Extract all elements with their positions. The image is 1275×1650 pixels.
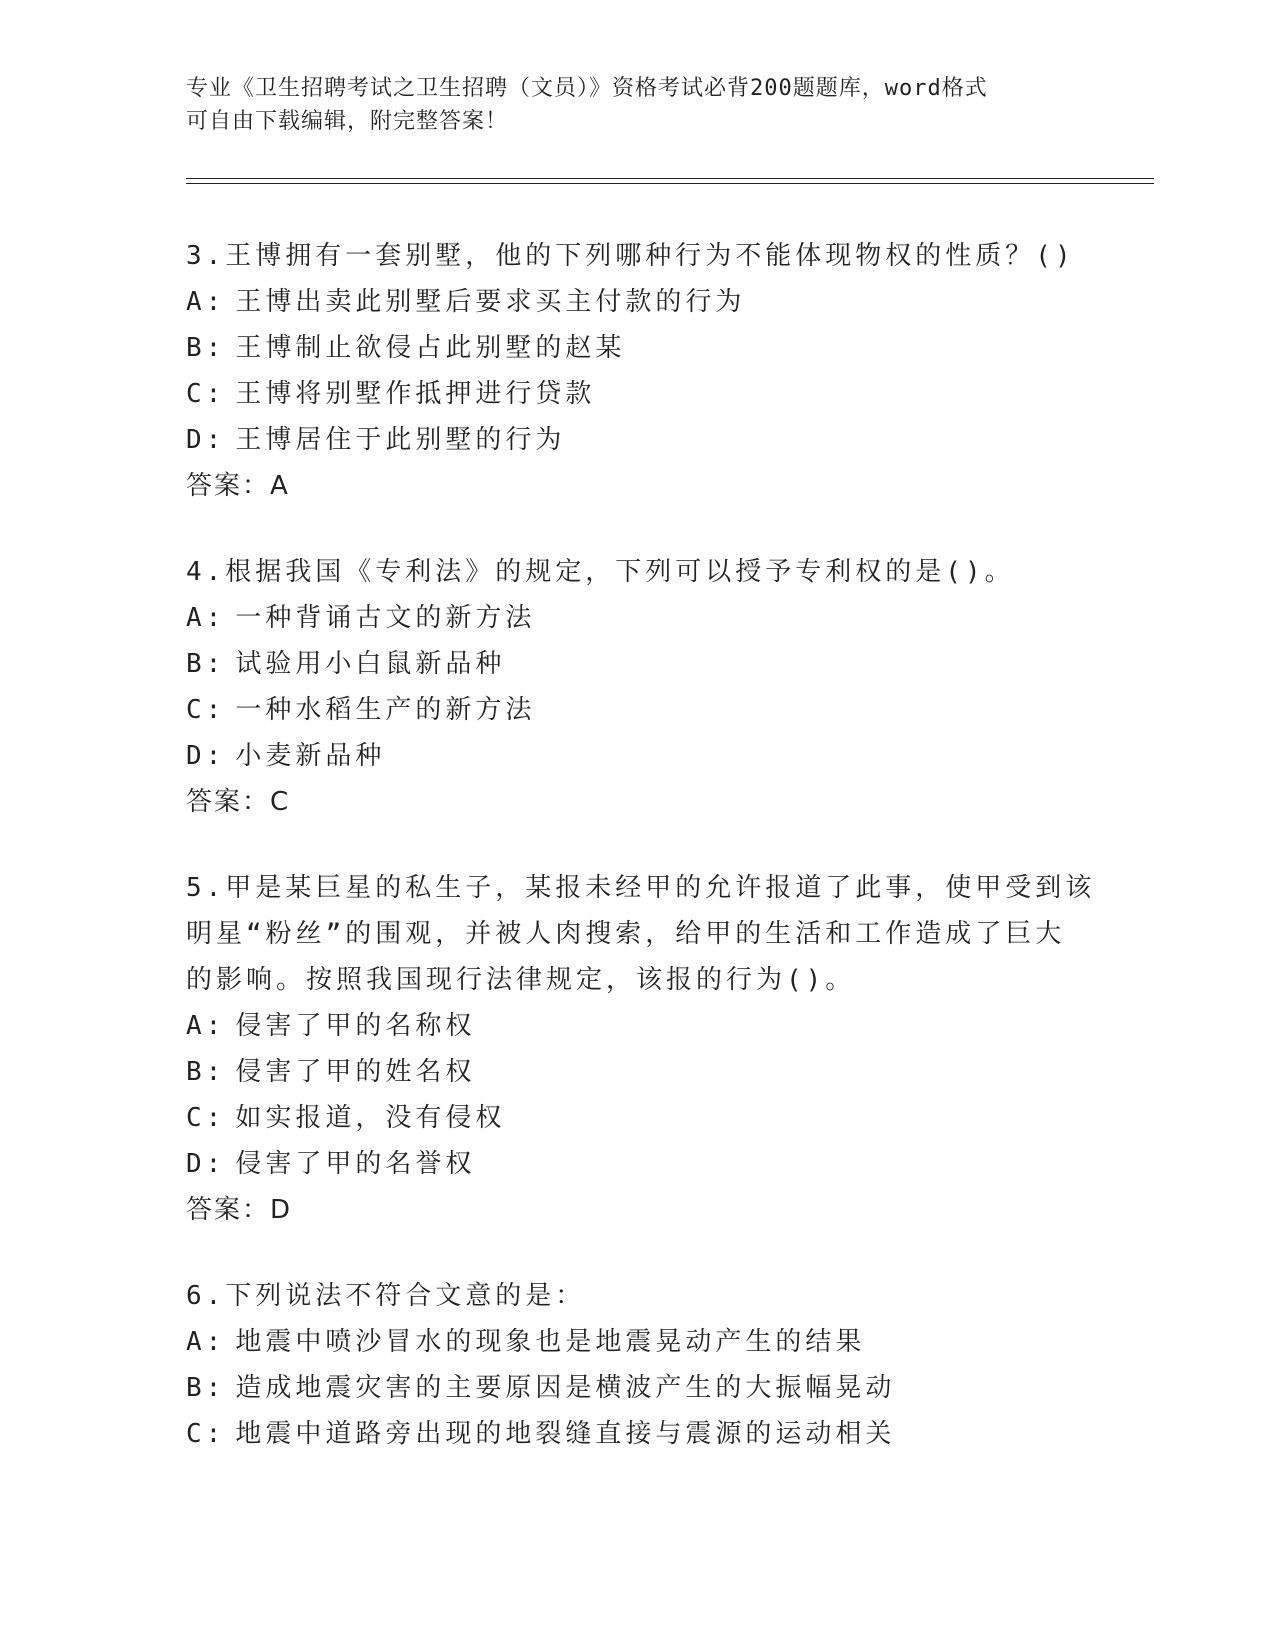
question-stem-line: 6.下列说法不符合文意的是： (186, 1281, 586, 1311)
question-stem (186, 233, 1086, 279)
question-stem (186, 865, 1096, 1003)
document-header (186, 72, 1066, 138)
question-stem-line: 4.根据我国《专利法》的规定，下列可以授予专利权的是()。 (186, 557, 1015, 587)
option-key: C (186, 1419, 206, 1449)
option-key: C (186, 695, 206, 725)
option-separator: : (205, 379, 226, 409)
option-key: A (186, 287, 206, 317)
answer-option-a (186, 595, 1086, 641)
question-block (186, 865, 1096, 1233)
option-text: 如实报道，没有侵权 (235, 1103, 506, 1133)
header-title-line-2: 可自由下载编辑，附完整答案！ (186, 109, 509, 134)
answer-option-b (186, 1049, 1086, 1095)
option-separator: : (205, 1373, 226, 1403)
option-separator: : (205, 1419, 226, 1449)
option-text: 地震中道路旁出现的地裂缝直接与震源的运动相关 (235, 1419, 896, 1449)
option-key: D (186, 741, 206, 771)
option-text: 王博制止欲侵占此别墅的赵某 (235, 333, 626, 363)
option-text: 王博居住于此别墅的行为 (235, 425, 566, 455)
option-key: A (186, 603, 206, 633)
answer-key: 答案：A (186, 471, 290, 501)
option-text: 地震中喷沙冒水的现象也是地震晃动产生的结果 (235, 1327, 866, 1357)
answer-option-d (186, 733, 1086, 779)
option-key: A (186, 1327, 206, 1357)
header-divider-bottom (186, 183, 1154, 184)
option-separator: : (205, 1327, 226, 1357)
option-separator: : (205, 1149, 226, 1179)
option-separator: : (205, 603, 226, 633)
option-key: B (186, 1373, 206, 1403)
question-stem (186, 1273, 1086, 1319)
option-separator: : (205, 1057, 226, 1087)
answer-option-d (186, 1141, 1086, 1187)
header-title-line-1: 专业《卫生招聘考试之卫生招聘（文员）》资格考试必背200题题库，word格式 (186, 76, 988, 101)
question-block (186, 549, 1086, 825)
answer-key: 答案：D (186, 1195, 293, 1225)
answer-option-b (186, 325, 1086, 371)
option-key: B (186, 333, 206, 363)
option-text: 侵害了甲的姓名权 (235, 1057, 476, 1087)
option-key: B (186, 1057, 206, 1087)
answer-option-b (186, 641, 1086, 687)
option-separator: : (205, 287, 226, 317)
option-text: 小麦新品种 (235, 741, 386, 771)
option-separator: : (205, 695, 226, 725)
option-key: D (186, 1149, 206, 1179)
question-block (186, 233, 1086, 509)
question-stem-line: 明星“粉丝”的围观，并被人肉搜索，给甲的生活和工作造成了巨大 (186, 919, 1066, 949)
option-separator: : (205, 1011, 226, 1041)
answer-option-b (186, 1365, 1086, 1411)
option-key: C (186, 1103, 206, 1133)
question-stem (186, 549, 1086, 595)
option-separator: : (205, 1103, 226, 1133)
option-text: 王博出卖此别墅后要求买主付款的行为 (235, 287, 746, 317)
option-text: 侵害了甲的名誉权 (235, 1149, 476, 1179)
option-text: 王博将别墅作抵押进行贷款 (235, 379, 596, 409)
question-block (186, 1273, 1086, 1457)
answer-option-c (186, 1095, 1086, 1141)
answer-option-d (186, 417, 1086, 463)
answer-option-c (186, 687, 1086, 733)
question-stem-line: 3.王博拥有一套别墅，他的下列哪种行为不能体现物权的性质？() (186, 241, 1075, 271)
option-text: 一种水稻生产的新方法 (235, 695, 536, 725)
question-stem-line: 的影响。按照我国现行法律规定，该报的行为()。 (186, 965, 856, 995)
option-separator: : (205, 333, 226, 363)
option-separator: : (205, 649, 226, 679)
option-separator: : (205, 741, 226, 771)
answer-key: 答案：C (186, 787, 291, 817)
answer-option-a (186, 279, 1086, 325)
answer-option-a (186, 1003, 1086, 1049)
option-key: B (186, 649, 206, 679)
answer-option-c (186, 1411, 1086, 1457)
header-divider-top (186, 178, 1154, 179)
option-text: 试验用小白鼠新品种 (235, 649, 506, 679)
option-key: D (186, 425, 206, 455)
option-text: 侵害了甲的名称权 (235, 1011, 476, 1041)
answer-option-c (186, 371, 1086, 417)
option-text: 一种背诵古文的新方法 (235, 603, 536, 633)
option-key: A (186, 1011, 206, 1041)
option-text: 造成地震灾害的主要原因是横波产生的大振幅晃动 (235, 1373, 896, 1403)
option-separator: : (205, 425, 226, 455)
option-key: C (186, 379, 206, 409)
answer-option-a (186, 1319, 1086, 1365)
question-stem-line: 5.甲是某巨星的私生子，某报未经甲的允许报道了此事，使甲受到该 (186, 873, 1096, 903)
question-list (186, 233, 1096, 1497)
